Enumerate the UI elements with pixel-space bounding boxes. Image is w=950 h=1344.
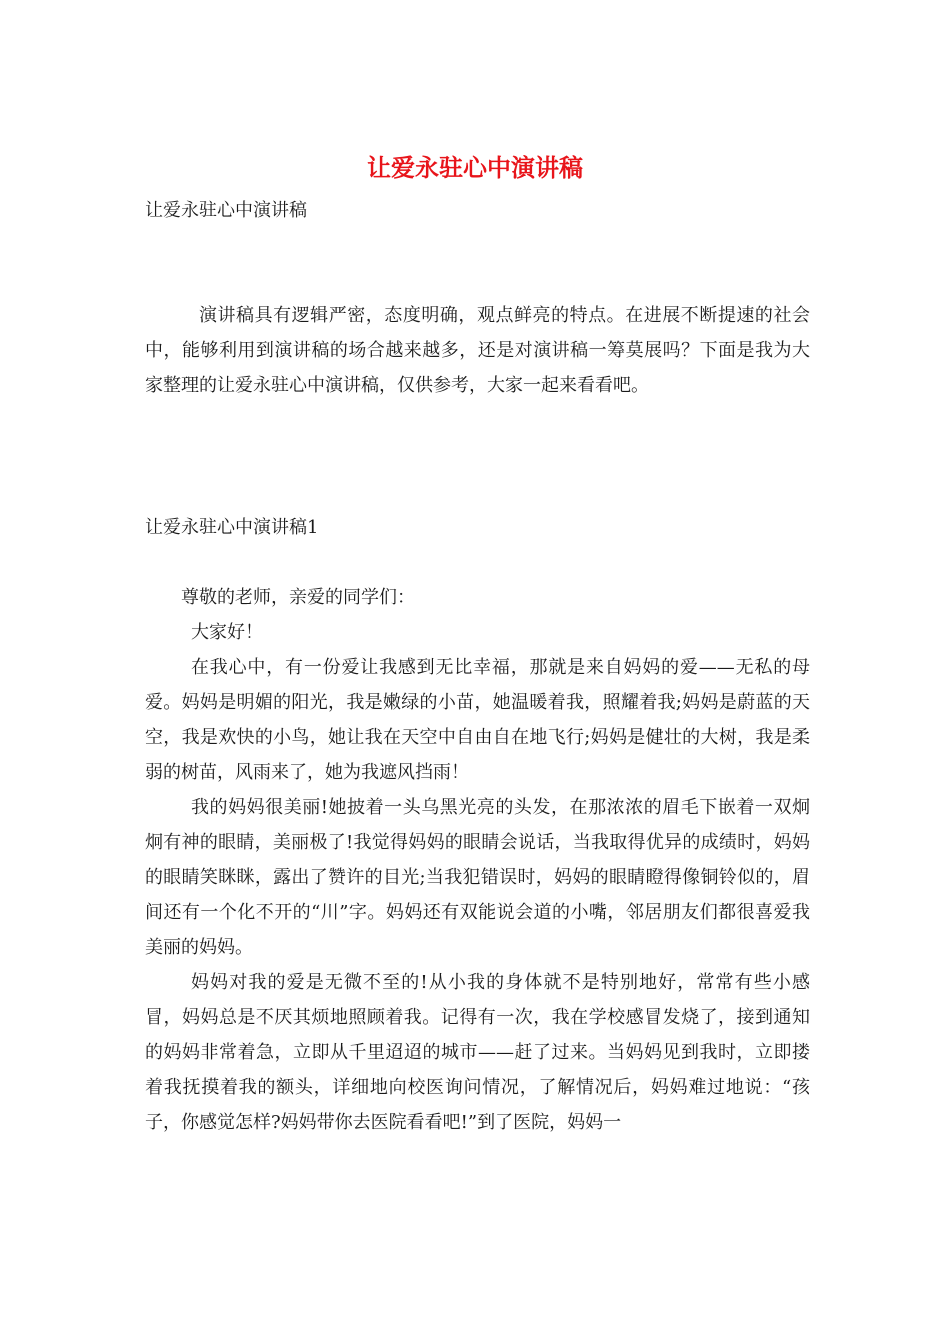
greeting: 大家好！ xyxy=(191,622,263,643)
salutation: 尊敬的老师，亲爱的同学们： xyxy=(181,587,415,608)
body-paragraph: 在我心中，有一份爱让我感到无比幸福，那就是来自妈妈的爱——无私的母爱。妈妈是明媚的阳光，我是嫩绿的小苗，她温暖着我，照耀着我;妈妈是蔚蓝的天空，我是欢快的小鸟，她让我在天空中自由自在地飞行;妈妈是健壮的大树，我是柔弱的树苗，风雨来了，她为我遮风挡雨！ xyxy=(145,657,810,783)
body-paragraph: 妈妈对我的爱是无微不至的!从小我的身体就不是特别地好，常常有些小感冒，妈妈总是不厌其烦地照顾着我。记得有一次，我在学校感冒发烧了，接到通知的妈妈非常着急，立即从千里迢迢的城市——赶了过来。当妈妈见到我时，立即搂着我抚摸着我的额头，详细地向校医询问情况，了解情况后，妈妈难过地说：“孩子，你感觉怎样?妈妈带你去医院看看吧!”到了医院，妈妈一 xyxy=(145,972,810,1133)
document-title: 让爱永驻心中演讲稿 xyxy=(367,154,583,182)
speech-body xyxy=(145,580,810,1140)
document-subtitle: 让爱永驻心中演讲稿 xyxy=(145,200,307,221)
body-paragraph: 我的妈妈很美丽!她披着一头乌黑光亮的头发，在那浓浓的眉毛下嵌着一双炯炯有神的眼睛，美丽极了!我觉得妈妈的眼睛会说话，当我取得优异的成绩时，妈妈的眼睛笑眯眯，露出了赞许的目光;当我犯错误时，妈妈的眼睛瞪得像铜铃似的，眉间还有一个化不开的“川”字。妈妈还有双能说会道的小嘴，邻居朋友们都很喜爱我美丽的妈妈。 xyxy=(145,797,810,958)
intro-paragraph: 演讲稿具有逻辑严密，态度明确，观点鲜亮的特点。在进展不断提速的社会中，能够利用到演讲稿的场合越来越多，还是对演讲稿一筹莫展吗？下面是我为大家整理的让爱永驻心中演讲稿，仅供参考，大家一起来看看吧。 xyxy=(145,305,810,396)
section-heading: 让爱永驻心中演讲稿1 xyxy=(145,517,319,538)
